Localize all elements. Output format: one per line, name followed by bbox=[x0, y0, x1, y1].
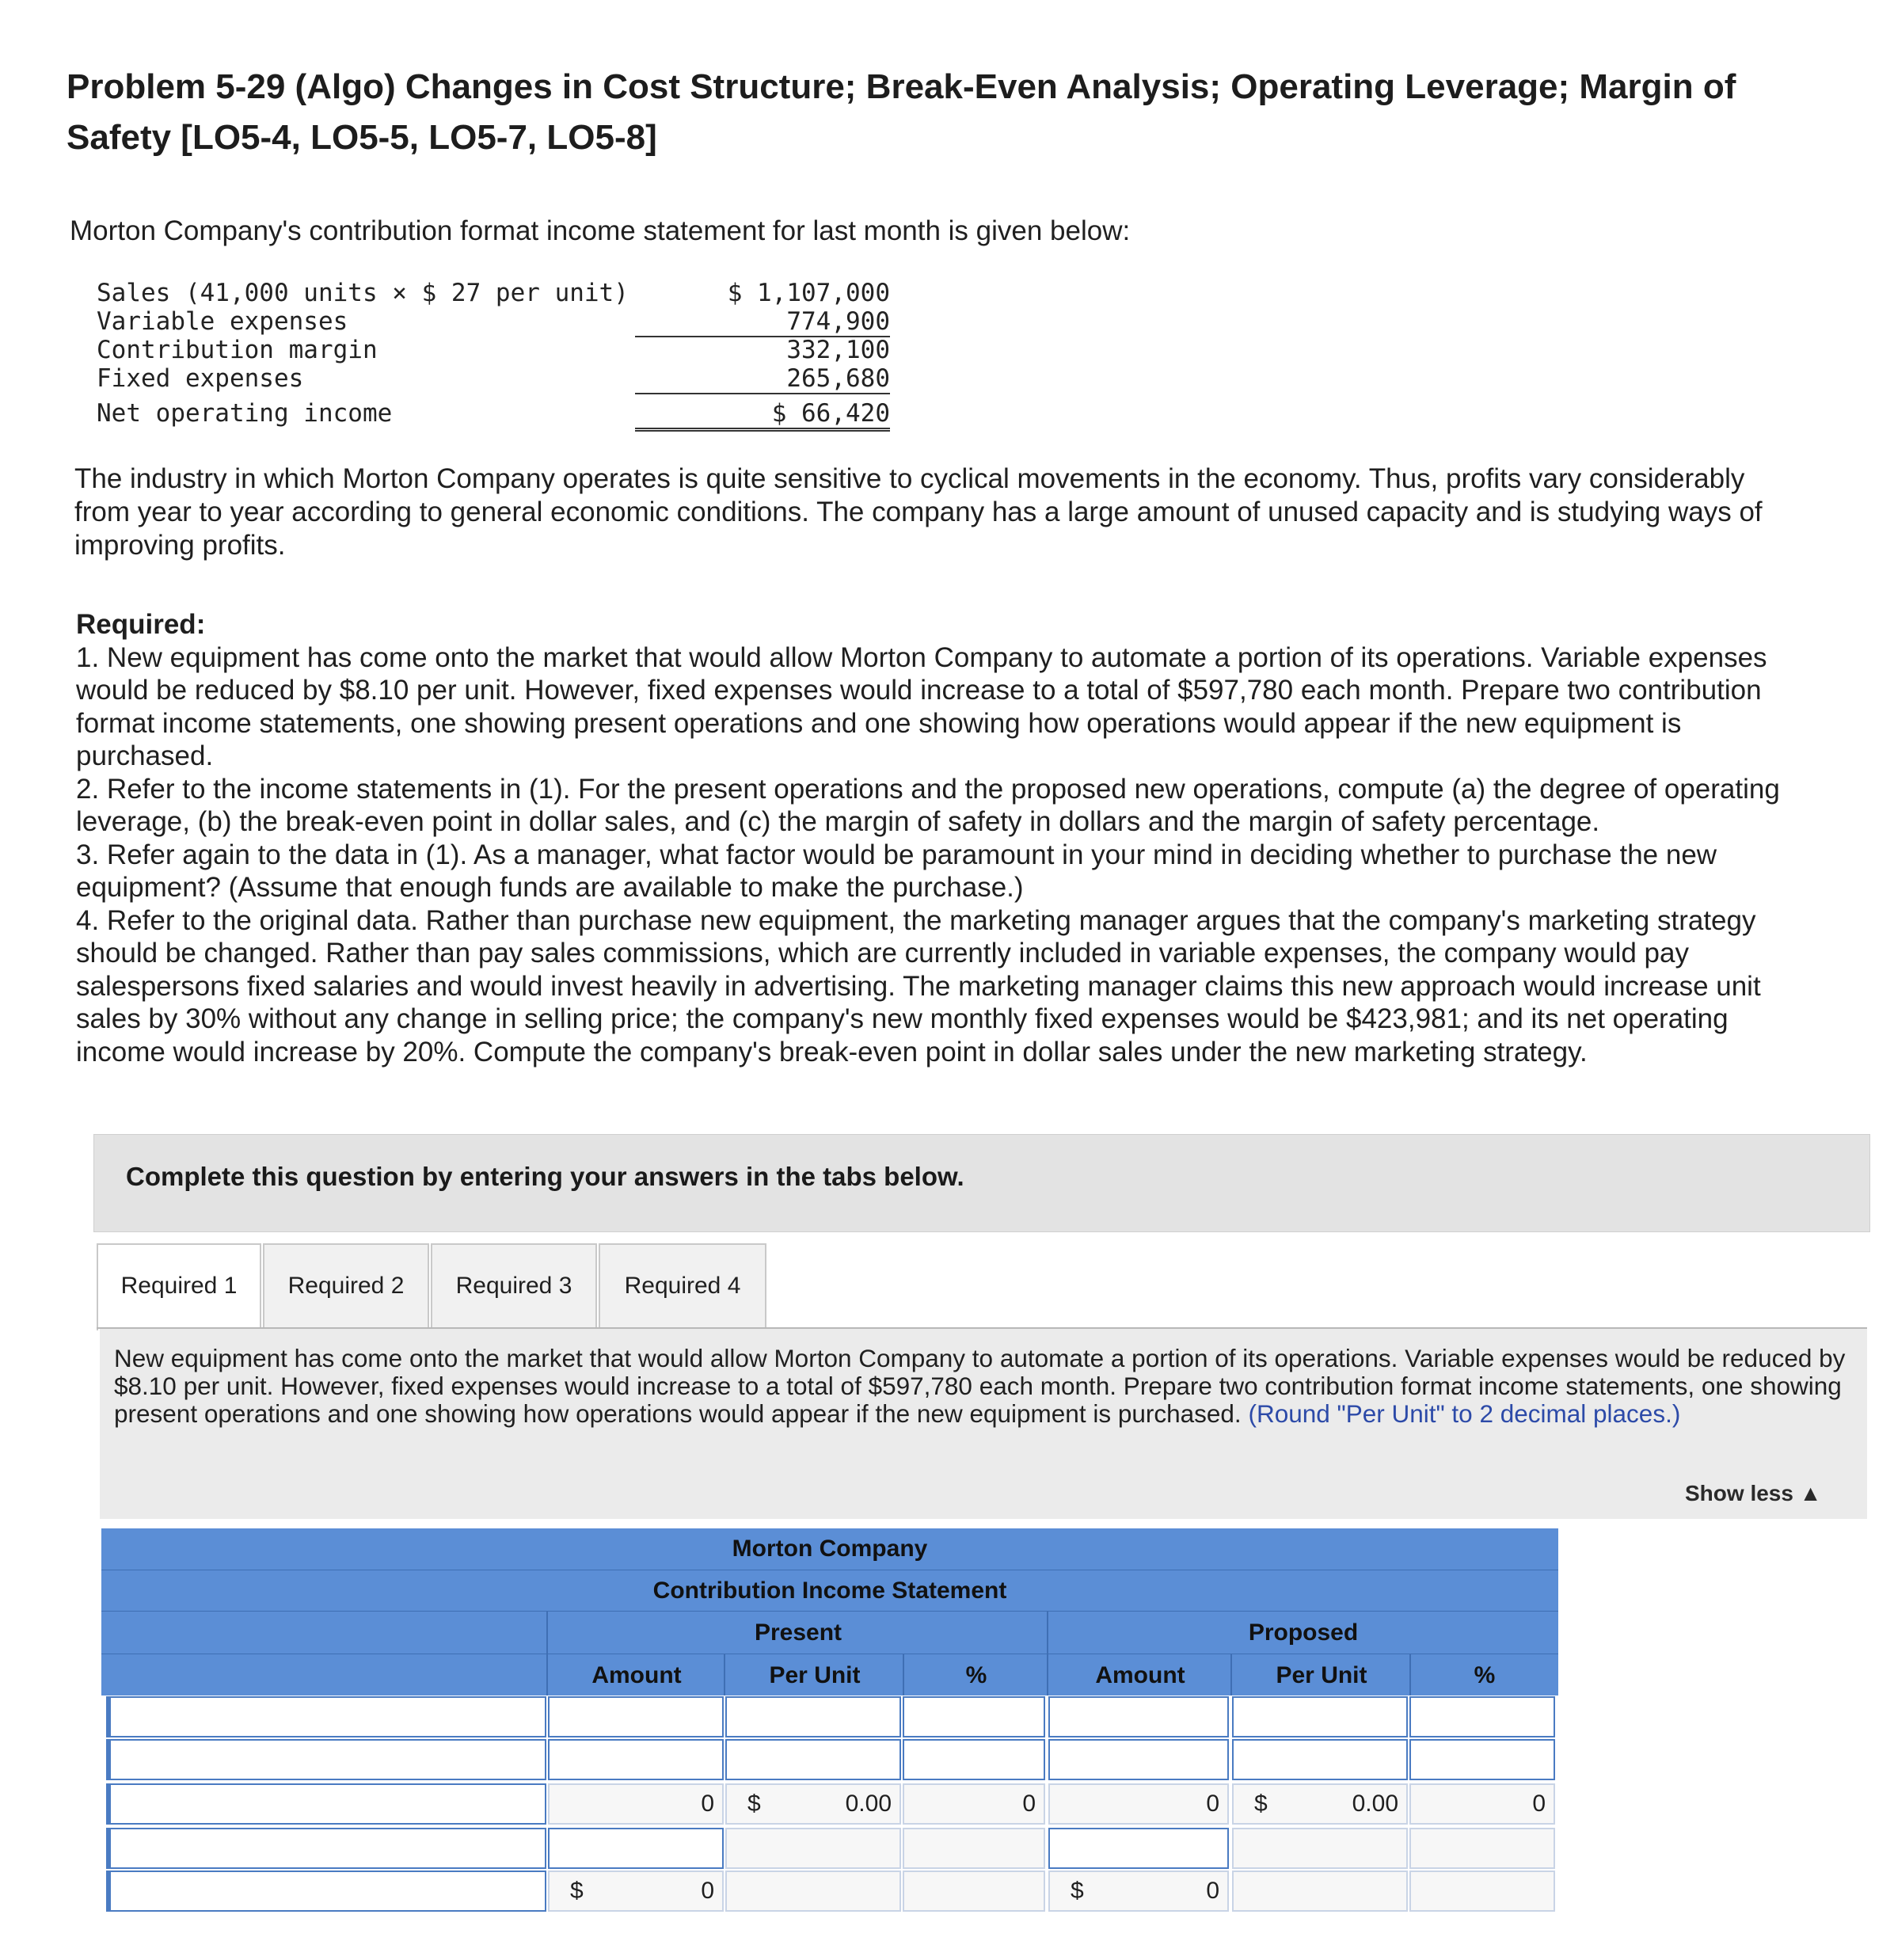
instruction-text bbox=[114, 1345, 1856, 1428]
table-row bbox=[101, 1828, 1558, 1869]
present-percent-input[interactable] bbox=[903, 1739, 1045, 1780]
statement-label: Contribution margin bbox=[97, 336, 378, 364]
present-amount-input[interactable] bbox=[548, 1828, 724, 1869]
industry-paragraph: The industry in which Morton Company operates is quite sensitive to cyclical movements in the economy. Thus, profits vary considerably from year to year according to general economic conditions. The company has a large amount of unused capacity and is studying ways of improving profits. bbox=[74, 463, 1763, 561]
proposed-amount-value: 0 bbox=[1206, 1791, 1219, 1817]
col-present-per-unit: Per Unit bbox=[724, 1654, 904, 1695]
present-header: Present bbox=[546, 1612, 1048, 1654]
dollar-sign: $ bbox=[1071, 1878, 1084, 1904]
complete-question-bar bbox=[93, 1134, 1870, 1232]
present-amount-input[interactable] bbox=[548, 1739, 724, 1780]
present-amount-input[interactable] bbox=[548, 1696, 724, 1737]
proposed-percent-input[interactable] bbox=[1409, 1696, 1555, 1737]
intro-text: Morton Company's contribution format income statement for last month is given below: bbox=[70, 215, 1131, 246]
proposed-percent-value: 0 bbox=[1532, 1791, 1546, 1817]
statement-value: $ 66,420 bbox=[635, 399, 890, 432]
present-per-unit-computed bbox=[725, 1783, 901, 1825]
required-section bbox=[76, 608, 1802, 1068]
proposed-percent-blank bbox=[1409, 1828, 1555, 1869]
proposed-amount-input[interactable] bbox=[1048, 1739, 1229, 1780]
required-heading: Required: bbox=[76, 609, 206, 640]
present-percent-value: 0 bbox=[1022, 1791, 1036, 1817]
present-per-unit-input[interactable] bbox=[725, 1739, 901, 1780]
col-proposed-amount: Amount bbox=[1047, 1654, 1232, 1695]
proposed-percent-computed bbox=[1409, 1783, 1555, 1825]
table-row-computed bbox=[101, 1783, 1558, 1825]
col-proposed-per-unit: Per Unit bbox=[1230, 1654, 1411, 1695]
worksheet-group-header bbox=[101, 1611, 1558, 1654]
proposed-per-unit-computed bbox=[1232, 1783, 1408, 1825]
proposed-percent-input[interactable] bbox=[1409, 1739, 1555, 1780]
instruction-round-note: (Round "Per Unit" to 2 decimal places.) bbox=[1248, 1399, 1681, 1428]
row-label-input[interactable] bbox=[106, 1828, 546, 1869]
dollar-sign: $ bbox=[570, 1878, 584, 1904]
tab-required-2[interactable]: Required 2 bbox=[263, 1243, 429, 1327]
proposed-per-unit-input[interactable] bbox=[1232, 1696, 1408, 1737]
proposed-per-unit-blank bbox=[1232, 1828, 1408, 1869]
required-item-3: 3. Refer again to the data in (1). As a manager, what factor would be paramount in your mind in deciding whether to purchase the new equipment? (Assume that enough funds are available to make the purchase.) bbox=[76, 839, 1717, 903]
show-less-link[interactable]: Show less ▲ bbox=[1685, 1481, 1822, 1505]
statement-label: Sales (41,000 units × $ 27 per unit) bbox=[97, 279, 629, 307]
proposed-per-unit-blank bbox=[1232, 1871, 1408, 1912]
present-total-value: 0 bbox=[701, 1878, 714, 1904]
instruction-main: New equipment has come onto the market that would allow Morton Company to automate a portion of its operations. Variable expenses would be reduced by $8.10 per unit. However, fixed expenses would increase to a total of $597,780 each month. Prepare two contribution format income statements, one showing present operations and one showing how operations would appear if the new equipment is purchased. bbox=[114, 1344, 1846, 1428]
proposed-header: Proposed bbox=[1047, 1612, 1558, 1654]
dollar-sign: $ bbox=[747, 1791, 761, 1817]
statement-value: $ 1,107,000 bbox=[727, 279, 890, 307]
proposed-total-computed bbox=[1048, 1871, 1229, 1912]
col-proposed-percent: % bbox=[1409, 1654, 1558, 1695]
proposed-amount-input[interactable] bbox=[1048, 1828, 1229, 1869]
present-total-computed bbox=[548, 1871, 724, 1912]
present-percent-blank bbox=[903, 1828, 1045, 1869]
row-label-input[interactable] bbox=[106, 1739, 546, 1780]
worksheet-company: Morton Company bbox=[101, 1528, 1558, 1570]
present-amount-value: 0 bbox=[701, 1791, 714, 1817]
statement-value: 332,100 bbox=[786, 336, 890, 364]
statement-label: Variable expenses bbox=[97, 307, 348, 336]
problem-title: Problem 5-29 (Algo) Changes in Cost Structure; Break-Even Analysis; Operating Leverage; Margin of Safety [LO5-4, LO5-5, LO5-7, LO5-8] bbox=[67, 67, 1736, 157]
present-percent-blank bbox=[903, 1871, 1045, 1912]
complete-question-text: Complete this question by entering your answers in the tabs below. bbox=[126, 1162, 964, 1191]
proposed-amount-computed bbox=[1048, 1783, 1229, 1825]
table-row-total bbox=[101, 1871, 1558, 1912]
required-item-4: 4. Refer to the original data. Rather than purchase new equipment, the marketing manager argues that the company's marketing strategy should be changed. Rather than pay sales commissions, which are currently included in variable expenses, the company would pay salespersons fixed salaries and would invest heavily in advertising. The marketing manager claims this new approach would increase unit sales by 30% without any change in selling price; the company's new monthly fixed expenses would be $423,981; and its net operating income would increase by 20%. Compute the company's break-even point in dollar sales under the new marketing strategy. bbox=[76, 904, 1761, 1068]
statement-label: Fixed expenses bbox=[97, 364, 304, 393]
proposed-percent-blank bbox=[1409, 1871, 1555, 1912]
tab-required-1[interactable]: Required 1 bbox=[97, 1243, 261, 1330]
worksheet-statement-title: Contribution Income Statement bbox=[101, 1570, 1558, 1612]
instruction-box bbox=[100, 1329, 1867, 1519]
dollar-sign: $ bbox=[1254, 1791, 1268, 1817]
present-percent-input[interactable] bbox=[903, 1696, 1045, 1737]
proposed-per-unit-value: 0.00 bbox=[1352, 1791, 1398, 1817]
proposed-amount-input[interactable] bbox=[1048, 1696, 1229, 1737]
present-per-unit-input[interactable] bbox=[725, 1696, 901, 1737]
present-per-unit-value: 0.00 bbox=[845, 1791, 892, 1817]
present-percent-computed bbox=[903, 1783, 1045, 1825]
statement-value: 774,900 bbox=[635, 307, 890, 337]
col-present-percent: % bbox=[903, 1654, 1048, 1695]
table-row bbox=[101, 1696, 1558, 1737]
required-item-2: 2. Refer to the income statements in (1). For the present operations and the proposed new operations, compute (a) the degree of operating leverage, (b) the break-even point in dollar sales, and (c) the margin of safety in dollars and the margin of safety percentage. bbox=[76, 773, 1780, 837]
proposed-per-unit-input[interactable] bbox=[1232, 1739, 1408, 1780]
worksheet-column-header bbox=[101, 1654, 1558, 1695]
present-amount-computed bbox=[548, 1783, 724, 1825]
statement-value: 265,680 bbox=[635, 364, 890, 394]
table-row bbox=[101, 1739, 1558, 1780]
proposed-total-value: 0 bbox=[1206, 1878, 1219, 1904]
present-per-unit-blank bbox=[725, 1871, 901, 1912]
tab-required-3[interactable]: Required 3 bbox=[431, 1243, 597, 1327]
row-label-input[interactable] bbox=[106, 1783, 546, 1825]
statement-label: Net operating income bbox=[97, 399, 393, 428]
row-label-input[interactable] bbox=[106, 1871, 546, 1912]
required-item-1: 1. New equipment has come onto the market that would allow Morton Company to automate a portion of its operations. Variable expenses would be reduced by $8.10 per unit. However, fixed expenses would increase to a total of $597,780 each month. Prepare two contribution format income statements, one showing present operations and one showing how operations would appear if the new equipment is purchased. bbox=[76, 641, 1767, 771]
tab-required-4[interactable]: Required 4 bbox=[599, 1243, 766, 1327]
present-per-unit-blank bbox=[725, 1828, 901, 1869]
col-present-amount: Amount bbox=[546, 1654, 725, 1695]
row-label-input[interactable] bbox=[106, 1696, 546, 1737]
